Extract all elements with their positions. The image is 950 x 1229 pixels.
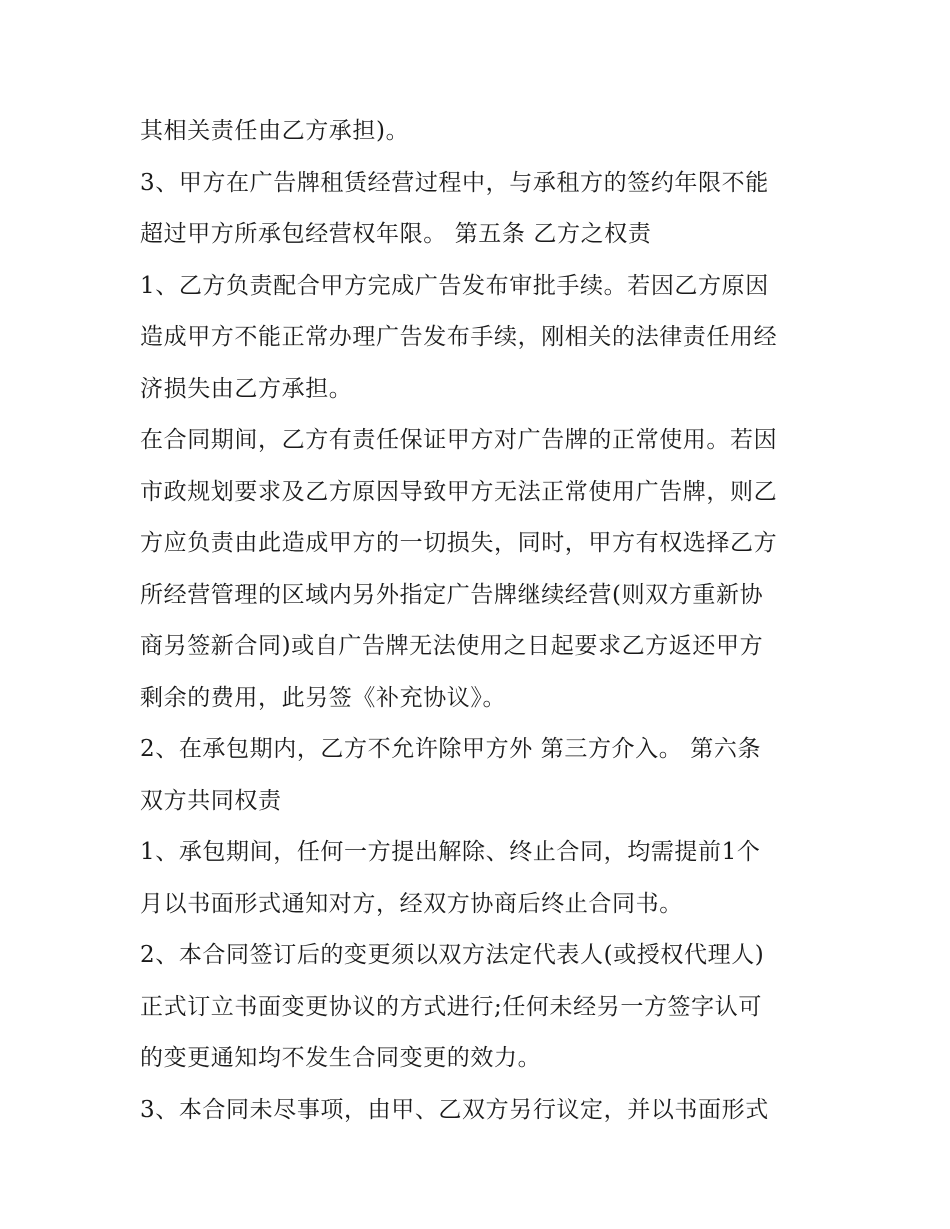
text-line: 超过甲方所承包经营权年限。 第五条 乙方之权责 [140,221,652,247]
text-line: 3、本合同未尽事项，由甲、乙双方另行议定，并以书面形式 [140,1096,769,1123]
text-line: 在合同期间，乙方有责任保证甲方对广告牌的正常使用。若因 [140,427,778,453]
text-line: 2、在承包期内，乙方不允许除甲方外 第三方介入。 第六条 [140,736,762,762]
contract-text [140,106,820,1136]
text-line: 的变更通知均不发生合同变更的效力。 [140,1045,542,1071]
text-line: 月以书面形式通知对方，经双方协商后终止合同书。 [140,890,683,917]
text-line: 造成甲方不能正常办理广告发布手续，刚相关的法律责任用经 [140,324,778,350]
text-line: 商另签新合同)或自广告牌无法使用之日起要求乙方返还甲方 [140,633,764,659]
text-line: 方应负责由此造成甲方的一切损失，同时，甲方有权选择乙方 [140,530,778,556]
text-line: 正式订立书面变更协议的方式进行;任何未经另一方签字认可 [140,993,762,1020]
text-line: 2、本合同签订后的变更须以双方法定代表人(或授权代理人) [140,942,765,968]
text-line: 1、承包期间，任何一方提出解除、终止合同，均需提前1个 [140,839,761,865]
text-line: 3、甲方在广告牌租赁经营过程中，与承租方的签约年限不能 [140,169,769,196]
text-line: 所经营管理的区域内另外指定广告牌继续经营(则双方重新协 [140,581,764,608]
text-line: 济损失由乙方承担。 [140,375,353,402]
text-line: 市政规划要求及乙方原因导致甲方无法正常使用广告牌，则乙 [140,478,778,505]
text-line: 剩余的费用，此另签《补充协议》。 [140,684,507,711]
text-line: 双方共同权责 [140,787,282,814]
text-line: 1、乙方负责配合甲方完成广告发布审批手续。若因乙方原因 [140,272,769,299]
text-line: 其相关责任由乙方承担)。 [140,118,410,144]
